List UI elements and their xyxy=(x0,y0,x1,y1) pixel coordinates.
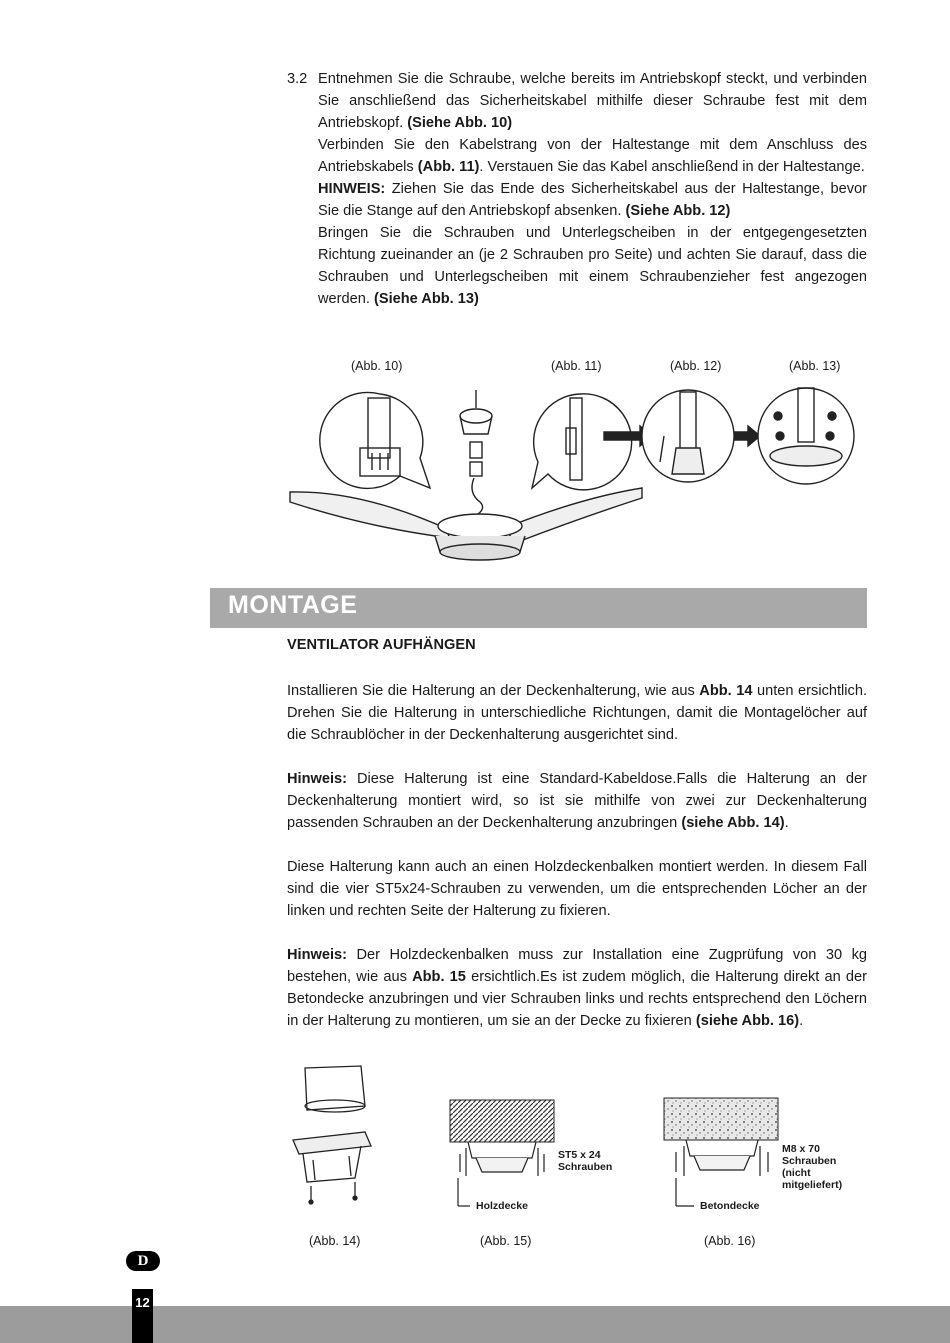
caption-abb-13: (Abb. 13) xyxy=(789,359,841,373)
banner-title: MONTAGE xyxy=(228,591,358,619)
step-text-2b: . Verstauen Sie das Kabel anschließend in der Haltestange. xyxy=(479,159,865,175)
hint-1-label: Hinweis: xyxy=(287,771,348,787)
hint-2-text-b: ersichtlich.Es ist zudem möglich, die Halterung direkt an der Betondecke anzubringen und vier Schrauben links und rechts entsprechend den Löchern in der Halterung zu montieren, um sie an der Decke zu fixieren xyxy=(287,969,867,1029)
page-number-tab xyxy=(132,1289,153,1343)
section-banner xyxy=(210,588,867,628)
fig15-ceiling-label: Holzdecke xyxy=(476,1200,528,1212)
fig16-screw-line-3: (nicht xyxy=(782,1167,811,1179)
fig15-screw-line-1: ST5 x 24 xyxy=(558,1149,601,1161)
caption-abb-14: (Abb. 14) xyxy=(309,1234,361,1248)
figure-ref-14b: (siehe Abb. 14) xyxy=(681,815,785,831)
fig16-screw-label xyxy=(782,1143,842,1191)
fig15-screw-line-2: Schrauben xyxy=(558,1161,613,1173)
concrete-ceiling-illustration xyxy=(662,1096,782,1210)
caption-abb-15: (Abb. 15) xyxy=(480,1234,532,1248)
hint-text: Ziehen Sie das Ende des Sicherheitskabel aus der Haltestange, bevor Sie die Stange auf den Antriebskopf absenken. xyxy=(318,181,867,219)
caption-abb-10: (Abb. 10) xyxy=(351,359,403,373)
montage-hint-2: Hinweis: Der Holzdeckenbalken muss zur Installation eine Zugprüfung von 30 kg bestehen, wie aus Abb. 15 ersichtlich.Es ist zudem möglich, die Halterung direkt an der Betondecke anzubringen und vier Schrauben links und rechts entsprechend den Löchern in der Halterung zu montieren, um sie an der Decke zu fixieren (siehe Abb. 16). xyxy=(287,947,867,1029)
step-text-1: Entnehmen Sie die Schraube, welche bereits im Antriebskopf steckt, und verbinden Sie anschließend das Sicherheitskabel mithilfe dieser Schraube fest mit dem Antriebskopf. xyxy=(318,71,867,131)
section-3-2 xyxy=(287,68,867,310)
step-text-2a: Verbinden Sie den Kabelstrang von der Haltestange mit dem Anschluss des Antriebskabels xyxy=(318,137,867,175)
caption-abb-16: (Abb. 16) xyxy=(704,1234,756,1248)
fig15-screw-label xyxy=(558,1149,612,1173)
hint-label: HINWEIS: xyxy=(318,181,386,197)
montage-text-1a: Installieren Sie die Halterung an der Deckenhalterung, wie aus xyxy=(287,683,695,699)
subheading: VENTILATOR AUFHÄNGEN xyxy=(287,637,476,653)
wood-ceiling-illustration xyxy=(448,1098,558,1210)
fig16-screw-line-1: M8 x 70 xyxy=(782,1143,820,1155)
montage-hint-1: Hinweis: Diese Halterung ist eine Standard-Kabeldose.Falls die Halterung an der Deckenhalterung montiert wird, so ist sie mithilfe von zwei zur Deckenhalterung passenden Schrauben an der Deckenhalterung anzubringen (siehe Abb. 14). xyxy=(287,771,868,831)
fig16-ceiling-label: Betondecke xyxy=(700,1200,760,1212)
hint-1-text: Diese Halterung ist eine Standard-Kabeldose.Falls die Halterung an der Deckenhalterung montiert wird, so ist sie mithilfe von zwei zur Deckenhalterung passenden Schrauben an der Deckenhalterung anzubringen xyxy=(287,771,868,831)
figure-ref-13: (Siehe Abb. 13) xyxy=(373,291,479,307)
hint-2-text-a: Der Holzdeckenbalken muss zur Installation eine Zugprüfung von 30 kg bestehen, wie aus xyxy=(287,947,867,985)
figure-ref-11: (Abb. 11) xyxy=(417,159,480,175)
step-text-3: Bringen Sie die Schrauben und Unterlegscheiben in der entgegengesetzten Richtung zueinander an (je 2 Schrauben pro Seite) und achten Sie darauf, dass die Schrauben und Unterlegscheiben mit einem Schraubenzieher fest angezogen werden. xyxy=(318,225,867,307)
caption-abb-12: (Abb. 12) xyxy=(670,359,722,373)
montage-paragraph-2: Diese Halterung kann auch an einen Holzdeckenbalken montiert werden. In diesem Fall sind die vier ST5x24-Schrauben zu verwenden, um die entsprechenden Löcher an der linken und rechten Seite der Halterung zu fixieren. xyxy=(287,859,867,919)
bracket-illustration xyxy=(285,1062,375,1212)
figure-ref-14: Abb. 14 xyxy=(699,683,753,699)
fig16-screw-line-2: Schrauben xyxy=(782,1155,837,1167)
section-number: 3.2 xyxy=(287,71,308,87)
figure-ref-10: (Siehe Abb. 10) xyxy=(407,115,513,131)
figure-ref-16: (siehe Abb. 16) xyxy=(695,1013,800,1029)
fan-assembly-illustration xyxy=(280,378,860,578)
language-badge: D xyxy=(126,1251,160,1271)
montage-paragraph-1 xyxy=(287,680,867,746)
montage-text-1b: unten ersichtlich. Drehen Sie die Halterung in unterschiedliche Richtungen, damit die Montagelöcher auf die Schraublöcher in der Deckenhalterung ausgerichtet sind. xyxy=(287,683,867,743)
fig16-screw-line-4: mitgeliefert) xyxy=(782,1179,843,1191)
page-number: 12 xyxy=(135,1295,150,1310)
figure-ref-12: (Siehe Abb. 12) xyxy=(625,203,731,219)
caption-abb-11: (Abb. 11) xyxy=(551,359,602,373)
figure-ref-15: Abb. 15 xyxy=(412,969,466,985)
hint-2-label: Hinweis: xyxy=(287,947,348,963)
